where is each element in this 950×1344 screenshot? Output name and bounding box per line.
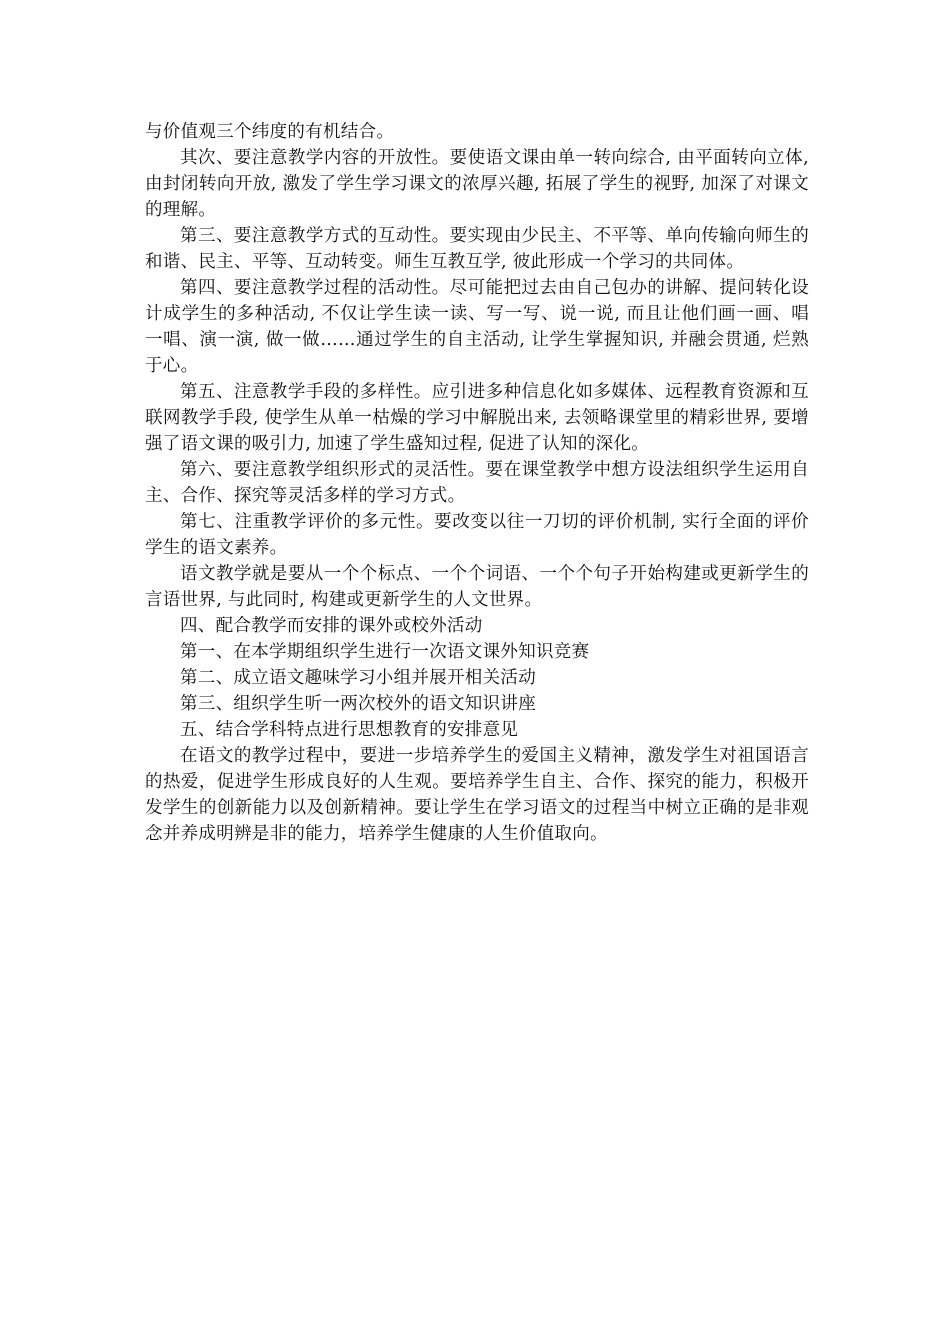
paragraph-2: 其次、要注意教学内容的开放性。要使语文课由单一转向综合, 由平面转向立体, 由封闭转向开放, 激发了学生学习课文的浓厚兴趣, 拓展了学生的视野, 加深了对课文的理解。 <box>145 148 809 220</box>
activity-item-2: 第二、成立语文趣味学习小组并展开相关活动 <box>180 668 536 688</box>
document-body <box>145 119 809 847</box>
paragraph-4: 第四、要注意教学过程的活动性。尽可能把过去由自己包办的讲解、提问转化设计成学生的多种活动, 不仅让学生读一读、写一写、说一说, 而且让他们画一画、唱一唱、演一演, 做一做……通过学生的自主活动, 让学生掌握知识, 并融会贯通, 烂熟于心。 <box>145 278 809 376</box>
paragraph-5: 第五、注意教学手段的多样性。应引进多种信息化如多媒体、远程教育资源和互联网教学手段, 使学生从单一枯燥的学习中解脱出来, 去领略课堂里的精彩世界, 要增强了语文课的吸引力, 加速了学生盛知过程, 促进了认知的深化。 <box>145 382 809 454</box>
paragraph-3: 第三、要注意教学方式的互动性。要实现由少民主、不平等、单向传输向师生的和谐、民主、平等、互动转变。师生互教互学, 彼此形成一个学习的共同体。 <box>145 226 809 272</box>
section-heading-4: 四、配合教学而安排的课外或校外活动 <box>180 616 483 636</box>
paragraph-6: 第六、要注意教学组织形式的灵活性。要在课堂教学中想方设法组织学生运用自主、合作、探究等灵活多样的学习方式。 <box>145 460 809 506</box>
paragraph-7: 第七、注重教学评价的多元性。要改变以往一刀切的评价机制, 实行全面的评价学生的语文素养。 <box>145 512 809 558</box>
paragraph-8: 语文教学就是要从一个个标点、一个个词语、一个个句子开始构建或更新学生的言语世界, 与此同时, 构建或更新学生的人文世界。 <box>145 564 809 610</box>
section-heading-5: 五、结合学科特点进行思想教育的安排意见 <box>180 720 519 740</box>
activity-item-3: 第三、组织学生听一两次校外的语文知识讲座 <box>180 694 536 714</box>
paragraph-final: 在语文的教学过程中，要进一步培养学生的爱国主义精神，激发学生对祖国语言的热爱，促进学生形成良好的人生观。要培养学生自主、合作、探究的能力，积极开发学生的创新能力以及创新精神。要让学生在学习语文的过程当中树立正确的是非观念并养成明辨是非的能力，培养学生健康的人生价值取向。 <box>145 746 809 844</box>
activity-item-1: 第一、在本学期组织学生进行一次语文课外知识竞赛 <box>180 642 590 662</box>
paragraph-1: 与价值观三个纬度的有机结合。 <box>145 122 395 142</box>
